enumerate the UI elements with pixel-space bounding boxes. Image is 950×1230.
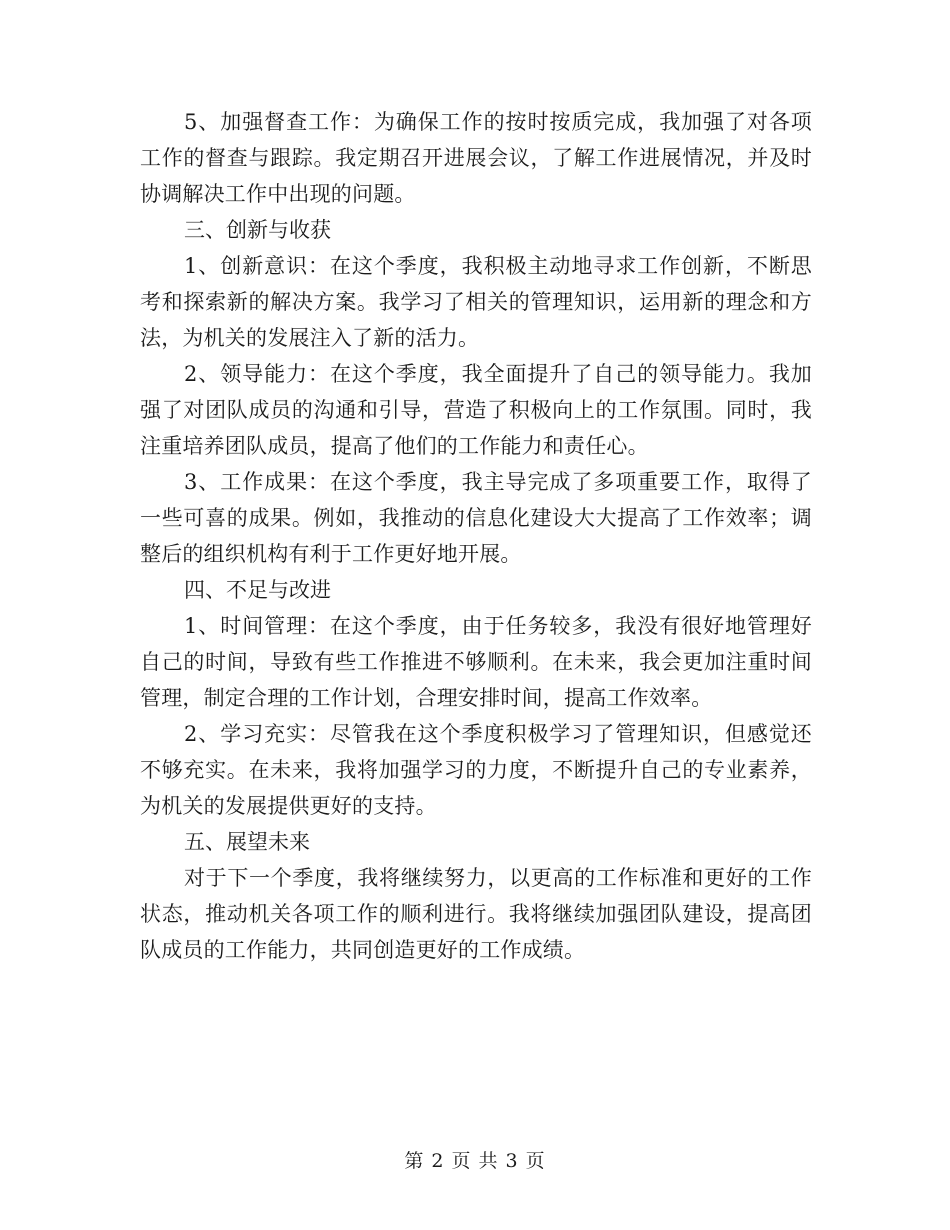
paragraph-time-management: 1、时间管理：在这个季度，由于任务较多，我没有很好地管理好自己的时间，导致有些工作推进不够顺利。在未来，我会更加注重时间管理，制定合理的工作计划，合理安排时间，提高工作效率。	[140, 614, 812, 710]
document-body	[140, 104, 812, 968]
paragraph-leadership: 2、领导能力：在这个季度，我全面提升了自己的领导能力。我加强了对团队成员的沟通和引导，营造了积极向上的工作氛围。同时，我注重培养团队成员，提高了他们的工作能力和责任心。	[140, 362, 812, 458]
paragraph-outlook: 对于下一个季度，我将继续努力，以更高的工作标准和更好的工作状态，推动机关各项工作的顺利进行。我将继续加强团队建设，提高团队成员的工作能力，共同创造更好的工作成绩。	[140, 866, 812, 962]
section-heading-innovation: 三、创新与收获	[184, 218, 331, 242]
paragraph-work-results: 3、工作成果：在这个季度，我主导完成了多项重要工作，取得了一些可喜的成果。例如，我推动的信息化建设大大提高了工作效率；调整后的组织机构有利于工作更好地开展。	[140, 470, 812, 566]
section-heading-outlook: 五、展望未来	[184, 830, 310, 854]
page-number-footer: 第 2 页 共 3 页	[404, 1150, 546, 1172]
paragraph-learning: 2、学习充实：尽管我在这个季度积极学习了管理知识，但感觉还不够充实。在未来，我将加强学习的力度，不断提升自己的专业素养，为机关的发展提供更好的支持。	[140, 722, 812, 818]
section-heading-shortcomings: 四、不足与改进	[184, 578, 331, 602]
paragraph-innovation-awareness: 1、创新意识：在这个季度，我积极主动地寻求工作创新，不断思考和探索新的解决方案。我学习了相关的管理知识，运用新的理念和方法，为机关的发展注入了新的活力。	[140, 254, 812, 350]
paragraph-supervision: 5、加强督查工作：为确保工作的按时按质完成，我加强了对各项工作的督查与跟踪。我定期召开进展会议，了解工作进展情况，并及时协调解决工作中出现的问题。	[140, 110, 812, 206]
